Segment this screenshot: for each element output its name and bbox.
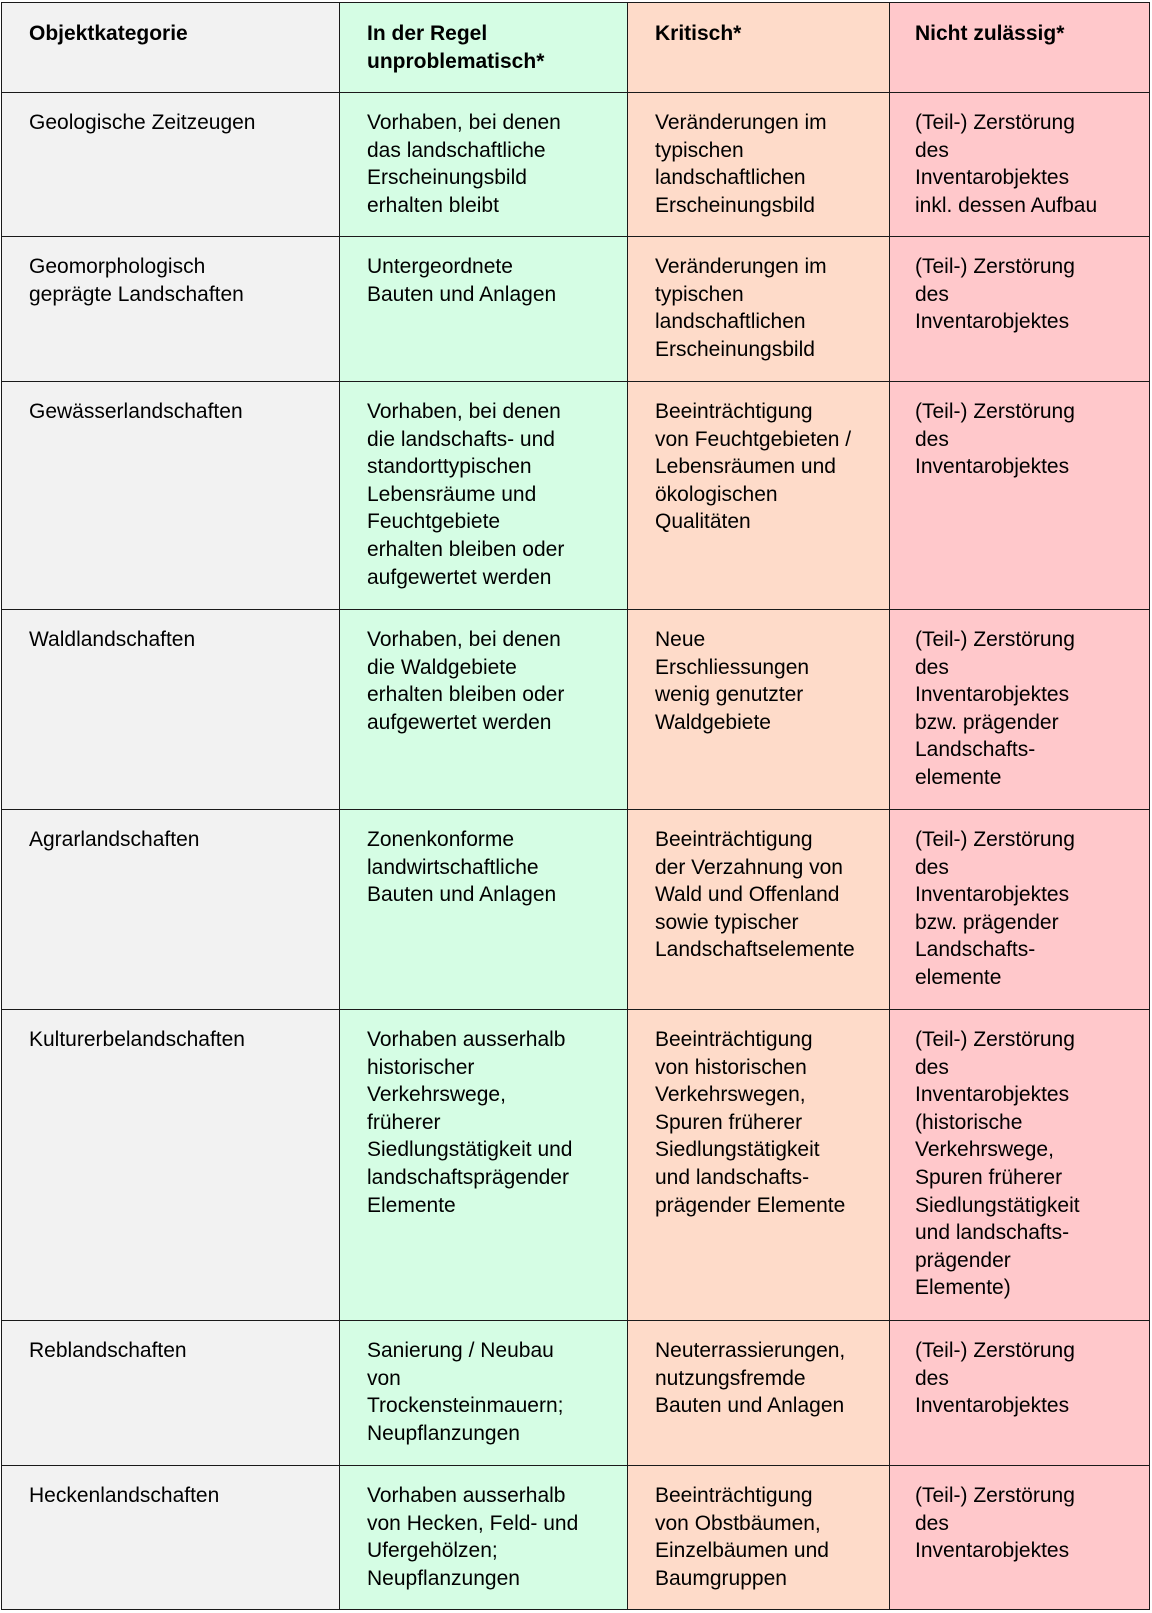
- cell-line: Vorhaben ausserhalb: [367, 1484, 566, 1507]
- cell-line: Wald und Offenland: [655, 883, 840, 907]
- header-text: unproblematisch*: [367, 49, 545, 73]
- cell-line: Erschliessungen: [655, 655, 810, 679]
- cell-line: Landschaftselemente: [655, 938, 855, 962]
- cell-line: Inventarobjektes: [915, 883, 1070, 907]
- cell-line: das landschaftliche: [367, 138, 546, 162]
- not-allowed-cell: [890, 610, 1150, 810]
- cell-line: Untergeordnete: [367, 255, 513, 278]
- cell-line: Neupflanzungen: [367, 1421, 520, 1445]
- cell-line: Verkehrswege,: [915, 1138, 1054, 1162]
- cell-line: Vorhaben, bei denen: [367, 400, 561, 423]
- header-text: In der Regel: [367, 22, 488, 45]
- cell-line: des: [915, 1511, 949, 1535]
- table-row: [2, 1321, 1150, 1466]
- cell-line: Neue: [655, 628, 706, 651]
- cell-line: Lebensräume und: [367, 482, 537, 506]
- cell-line: Inventarobjektes: [915, 455, 1070, 479]
- cell-line: von Hecken, Feld- und: [367, 1511, 579, 1535]
- cell-line: Erscheinungsbild: [655, 193, 815, 217]
- cell-line: (Teil-) Zerstörung: [915, 1484, 1075, 1507]
- cell-line: Inventarobjektes: [915, 166, 1070, 190]
- cell-line: Beeinträchtigung: [655, 400, 813, 423]
- category-cell: [2, 1321, 340, 1466]
- category-cell: [2, 610, 340, 810]
- critical-cell: [628, 93, 890, 237]
- unproblematic-cell: [340, 1321, 628, 1466]
- cell-line: elemente: [915, 965, 1002, 989]
- cell-line: erhalten bleiben oder: [367, 537, 565, 561]
- cell-line: aufgewertet werden: [367, 565, 552, 589]
- cell-line: Inventarobjektes: [915, 683, 1070, 707]
- cell-line: von historischen: [655, 1055, 807, 1079]
- cell-line: des: [915, 1055, 949, 1079]
- cell-line: Beeinträchtigung: [655, 1028, 813, 1051]
- cell-line: Vorhaben, bei denen: [367, 628, 561, 651]
- cell-line: Beeinträchtigung: [655, 1484, 813, 1507]
- cell-line: Waldlandschaften: [29, 628, 196, 651]
- cell-line: Baumgruppen: [655, 1566, 787, 1590]
- cell-line: landschaftlichen: [655, 166, 806, 190]
- cell-line: typischen: [655, 282, 744, 306]
- cell-line: Verkehrswegen,: [655, 1083, 806, 1107]
- cell-line: Siedlungstätigkeit: [655, 1138, 820, 1162]
- category-cell: [2, 93, 340, 237]
- not-allowed-cell: [890, 1010, 1150, 1321]
- table-row: [2, 237, 1150, 382]
- cell-line: Trockensteinmauern;: [367, 1394, 564, 1418]
- cell-line: bzw. prägender: [915, 910, 1059, 934]
- not-allowed-cell: [890, 1466, 1150, 1610]
- header-objektkategorie: [2, 3, 340, 93]
- cell-line: Neupflanzungen: [367, 1566, 520, 1590]
- cell-line: Agrarlandschaften: [29, 828, 200, 851]
- cell-line: Elemente): [915, 1276, 1011, 1300]
- critical-cell: [628, 237, 890, 382]
- cell-line: Beeinträchtigung: [655, 828, 813, 851]
- cell-line: Qualitäten: [655, 510, 751, 534]
- cell-line: landschaftsprägender: [367, 1165, 569, 1189]
- critical-cell: [628, 382, 890, 610]
- cell-line: Erscheinungsbild: [367, 166, 527, 190]
- cell-line: prägender: [915, 1248, 1011, 1272]
- unproblematic-cell: [340, 1466, 628, 1610]
- cell-line: Geologische Zeitzeugen: [29, 111, 256, 134]
- cell-line: Erscheinungsbild: [655, 337, 815, 361]
- critical-cell: [628, 610, 890, 810]
- cell-line: und landschafts-: [915, 1221, 1070, 1245]
- cell-line: (Teil-) Zerstörung: [915, 1028, 1075, 1051]
- cell-line: und landschafts-: [655, 1165, 810, 1189]
- cell-line: Reblandschaften: [29, 1339, 187, 1362]
- unproblematic-cell: [340, 810, 628, 1010]
- cell-line: des: [915, 1366, 949, 1390]
- not-allowed-cell: [890, 93, 1150, 237]
- category-cell: [2, 810, 340, 1010]
- table-row: [2, 610, 1150, 810]
- cell-line: Spuren früherer: [655, 1110, 803, 1134]
- cell-line: die landschafts- und: [367, 427, 555, 451]
- cell-line: (Teil-) Zerstörung: [915, 828, 1075, 851]
- critical-cell: [628, 1321, 890, 1466]
- header-text: Objektkategorie: [29, 22, 188, 45]
- cell-line: von Feuchtgebieten /: [655, 427, 852, 451]
- cell-line: prägender Elemente: [655, 1193, 846, 1217]
- category-cell: [2, 1010, 340, 1321]
- cell-line: des: [915, 427, 949, 451]
- cell-line: erhalten bleibt: [367, 193, 499, 217]
- cell-line: (historische: [915, 1110, 1023, 1134]
- table-row: [2, 810, 1150, 1010]
- cell-line: Bauten und Anlagen: [655, 1394, 845, 1418]
- cell-line: von: [367, 1366, 401, 1390]
- cell-line: elemente: [915, 765, 1002, 789]
- critical-cell: [628, 810, 890, 1010]
- cell-line: Einzelbäumen und: [655, 1539, 829, 1563]
- table-row: [2, 1010, 1150, 1321]
- cell-line: Lebensräumen und: [655, 455, 836, 479]
- unproblematic-cell: [340, 382, 628, 610]
- cell-line: Zonenkonforme: [367, 828, 515, 851]
- cell-line: Inventarobjektes: [915, 1083, 1070, 1107]
- cell-line: Inventarobjektes: [915, 1394, 1070, 1418]
- cell-line: inkl. dessen Aufbau: [915, 193, 1098, 217]
- cell-line: Waldgebiete: [655, 710, 771, 734]
- not-allowed-cell: [890, 382, 1150, 610]
- cell-line: Kulturerbelandschaften: [29, 1028, 245, 1051]
- cell-line: bzw. prägender: [915, 710, 1059, 734]
- cell-line: die Waldgebiete: [367, 655, 517, 679]
- cell-line: Veränderungen im: [655, 111, 827, 134]
- cell-line: landschaftlichen: [655, 310, 806, 334]
- cell-line: früherer: [367, 1110, 441, 1134]
- cell-line: nutzungsfremde: [655, 1366, 806, 1390]
- cell-line: Neuterrassierungen,: [655, 1339, 846, 1362]
- cell-line: Vorhaben, bei denen: [367, 111, 561, 134]
- cell-line: Inventarobjektes: [915, 1539, 1070, 1563]
- cell-line: von Obstbäumen,: [655, 1511, 821, 1535]
- cell-line: der Verzahnung von: [655, 855, 843, 879]
- not-allowed-cell: [890, 1321, 1150, 1466]
- header-nicht-zulaessig: [890, 3, 1150, 93]
- cell-line: Heckenlandschaften: [29, 1484, 220, 1507]
- cell-line: landwirtschaftliche: [367, 855, 539, 879]
- cell-line: Vorhaben ausserhalb: [367, 1028, 566, 1051]
- critical-cell: [628, 1466, 890, 1610]
- unproblematic-cell: [340, 1010, 628, 1321]
- cell-line: erhalten bleiben oder: [367, 683, 565, 707]
- cell-line: standorttypischen: [367, 455, 532, 479]
- cell-line: (Teil-) Zerstörung: [915, 111, 1075, 134]
- cell-line: Elemente: [367, 1193, 456, 1217]
- header-unproblematisch: [340, 3, 628, 93]
- cell-line: des: [915, 855, 949, 879]
- cell-line: (Teil-) Zerstörung: [915, 400, 1075, 423]
- cell-line: Landschafts-: [915, 738, 1036, 762]
- cell-line: geprägte Landschaften: [29, 282, 244, 306]
- header-kritisch: [628, 3, 890, 93]
- cell-line: Siedlungstätigkeit: [915, 1193, 1080, 1217]
- cell-line: Spuren früherer: [915, 1165, 1063, 1189]
- cell-line: ökologischen: [655, 482, 778, 506]
- cell-line: des: [915, 282, 949, 306]
- cell-line: Landschafts-: [915, 938, 1036, 962]
- assessment-table: [1, 2, 1150, 1610]
- cell-line: Gewässerlandschaften: [29, 400, 243, 423]
- category-cell: [2, 237, 340, 382]
- cell-line: typischen: [655, 138, 744, 162]
- header-text: Kritisch*: [655, 22, 742, 45]
- cell-line: Ufergehölzen;: [367, 1539, 498, 1563]
- cell-line: Geomorphologisch: [29, 255, 206, 278]
- cell-line: des: [915, 138, 949, 162]
- cell-line: wenig genutzter: [655, 683, 804, 707]
- category-cell: [2, 1466, 340, 1610]
- cell-line: sowie typischer: [655, 910, 799, 934]
- category-cell: [2, 382, 340, 610]
- not-allowed-cell: [890, 810, 1150, 1010]
- unproblematic-cell: [340, 610, 628, 810]
- cell-line: (Teil-) Zerstörung: [915, 1339, 1075, 1362]
- unproblematic-cell: [340, 237, 628, 382]
- header-text: Nicht zulässig*: [915, 22, 1065, 45]
- table-row: [2, 1466, 1150, 1610]
- cell-line: (Teil-) Zerstörung: [915, 255, 1075, 278]
- not-allowed-cell: [890, 237, 1150, 382]
- cell-line: Veränderungen im: [655, 255, 827, 278]
- cell-line: Feuchtgebiete: [367, 510, 501, 534]
- cell-line: (Teil-) Zerstörung: [915, 628, 1075, 651]
- unproblematic-cell: [340, 93, 628, 237]
- cell-line: Bauten und Anlagen: [367, 883, 557, 907]
- cell-line: Inventarobjektes: [915, 310, 1070, 334]
- critical-cell: [628, 1010, 890, 1321]
- cell-line: historischer: [367, 1055, 475, 1079]
- cell-line: Siedlungstätigkeit und: [367, 1138, 573, 1162]
- cell-line: des: [915, 655, 949, 679]
- table-row: [2, 93, 1150, 237]
- cell-line: Sanierung / Neubau: [367, 1339, 554, 1362]
- header-row: [2, 3, 1150, 93]
- table-row: [2, 382, 1150, 610]
- cell-line: aufgewertet werden: [367, 710, 552, 734]
- cell-line: Bauten und Anlagen: [367, 282, 557, 306]
- cell-line: Verkehrswege,: [367, 1083, 506, 1107]
